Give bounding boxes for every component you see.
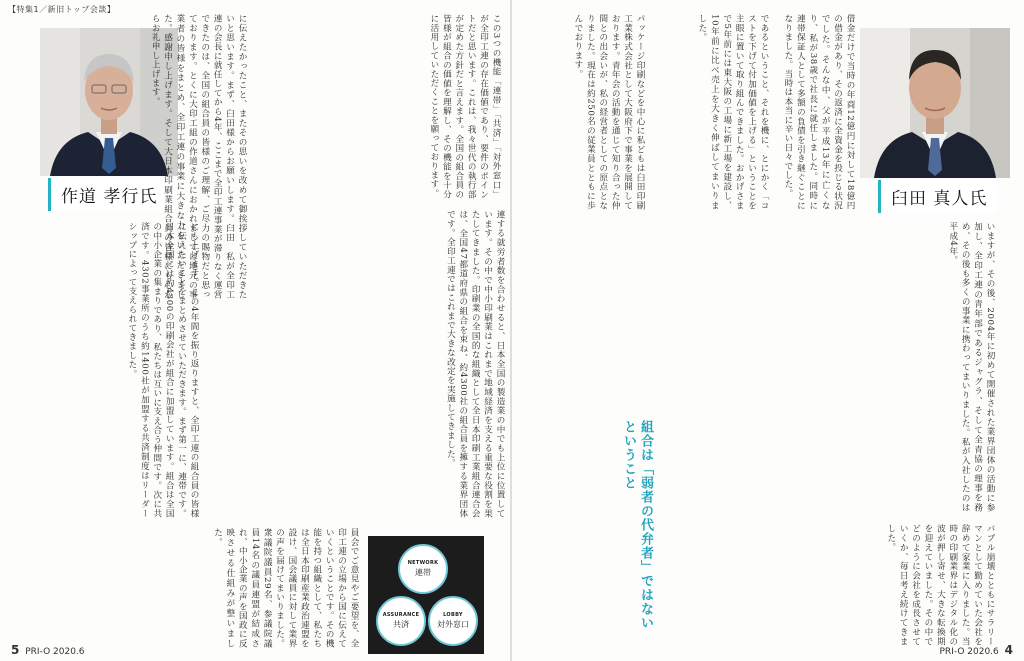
caption-sakumichi: 作道 孝行氏 (48, 178, 167, 211)
footer-right-text: PRI-O 2020.6 (939, 647, 999, 657)
right-col-1: 借金だけで当時の年商12億円に対して18億円の借金があり、その返済に全資金を投じる状況でした。そんな中、父が平成13年に亡くなり、私が38歳で社長に就任しました。同時に連帯保証人として多額の負債を引き継ぐことになりました。当時は本当に辛い日々でした。 (782, 14, 855, 210)
page-gutter (510, 0, 512, 661)
footer-right (939, 643, 1016, 657)
circle-network: NETWORK 連帯 (398, 544, 448, 594)
pull-quote: 組合は「弱者の代弁者」ではないということ (621, 420, 653, 630)
right-col-5: バブル崩壊とともにサラリーマンとして勤めていた会社を辞めて家業に入りました。当時の印刷業界はデジタル化の波が押し寄せ、大きな転換期を迎えていました。その中でどのように会社を成長させていくか、毎日考え続けてきました。 (885, 524, 995, 646)
circle-lobby: LOBBY 対外窓口 (428, 596, 478, 646)
portrait-usuda (860, 28, 1010, 178)
left-col-top: この3つの機能「連帯」「共済」「対外窓口」が全印工連の存在価値であり、要件のポイントだと思います。これは、我々世代の執行部が定めた方針だと言えます。全国の組合員の皆様が組合の価値を理解し、その機能を十分に活用していただくことを願っております。 (428, 14, 501, 199)
caption-usuda: 臼田 真人氏 (878, 180, 997, 213)
left-col-2b: 連する就労者数を合わせると、日本全国の製造業の中でも上位に位置しています。その中で中小印刷業はこれまで地域経済を支える重要な役割を果たしてきました。印刷業の全国的な組織として全日本印刷工業組合連合会は、全国47都道府県の組合を束ね、約4300社の組合員を擁する業界団体です。全印工連ではこれまで大きな改定を実施してきました。 (445, 210, 505, 518)
feature-header: 【特集1／新旧トップ会談】 (8, 5, 116, 14)
circle-assurance: ASSURANCE 共済 (376, 596, 426, 646)
right-col-3: パッケージ印刷などを中心に私どもは臼田印刷工業株式会社として大阪府下で事業を展開しております。青年会の活動を通じて知り合った仲間との出会いが、私の経営者としての原点となりました。現在は約250名の従業員とともに歩んでおります。 (572, 14, 645, 210)
page-number-left: 5 (11, 643, 20, 657)
footer-left-text: PRI-O 2020.6 (25, 647, 85, 657)
footer-left (8, 643, 85, 657)
right-col-2: であるということ、それを機に、とにかく「コストを下げて付加価値を上げる」ということを主眼に置いて取り組んできました。おかげさまで5年前には東大阪の工場に新工場を建設し、10年前に比べ売上を大きく伸ばしてまいりました。 (696, 14, 769, 210)
left-col-1: に伝えたかったこと、またその思いを改めて御挨拶していただきたいと思います。まず、臼田様からお願いします。臼田 私が全印工連の会長に就任してから4年、ここまで全印工連事業が滞りなく運営できたのは、全国の組合員の皆様のご理解、ご尽力の賜物だと思っております。とくに大印工組の作道さんにおかれましては地元の事業者の皆様をまとめ、全印工連の事業に大きな力をいただきました。感謝申し上げます。そして大日本印刷業組合員の皆様にも心からお礼申し上げます。 (150, 14, 247, 299)
left-col-2a: にも上げます。この4年間を振り返りますと、全印工連の組合員の皆様に伝えたいことをまとめさせていただきます。まず第一に、連帯です。日本全国には約4300の印刷会社が組合に加盟しています。組合は全国の中小企業の集まりであり、私たちは互いに支え合う仲間です。次に共済です。4302事業所のうち約1400社が加盟する共済制度はリーダーシップによって支えられてきました。 (126, 222, 199, 518)
network-diagram (368, 536, 484, 654)
right-col-4: いますが、その後、2004年に初めて開催された業界団体の活動に参加し、全印工連の青年部であるジャグラ、そして全青協の理事を務め、その後も多くの事業に携わってまいりました。私が入社したのは平成4年。 (947, 222, 995, 512)
left-col-3: 員会でご意見やご要望を、全印工連の立場から国に伝えていくということです。その機能を持つ組織として、私たちは全日本印刷産業政治連盟を設け、国会議員に対して業界の声を届けてまいりました。衆議院議員29名、参議院議員14名の議員連盟が結成され、中小企業の声を国政に反映させる仕組みが整いました。 (212, 528, 359, 648)
page-number-right: 4 (1004, 643, 1013, 657)
